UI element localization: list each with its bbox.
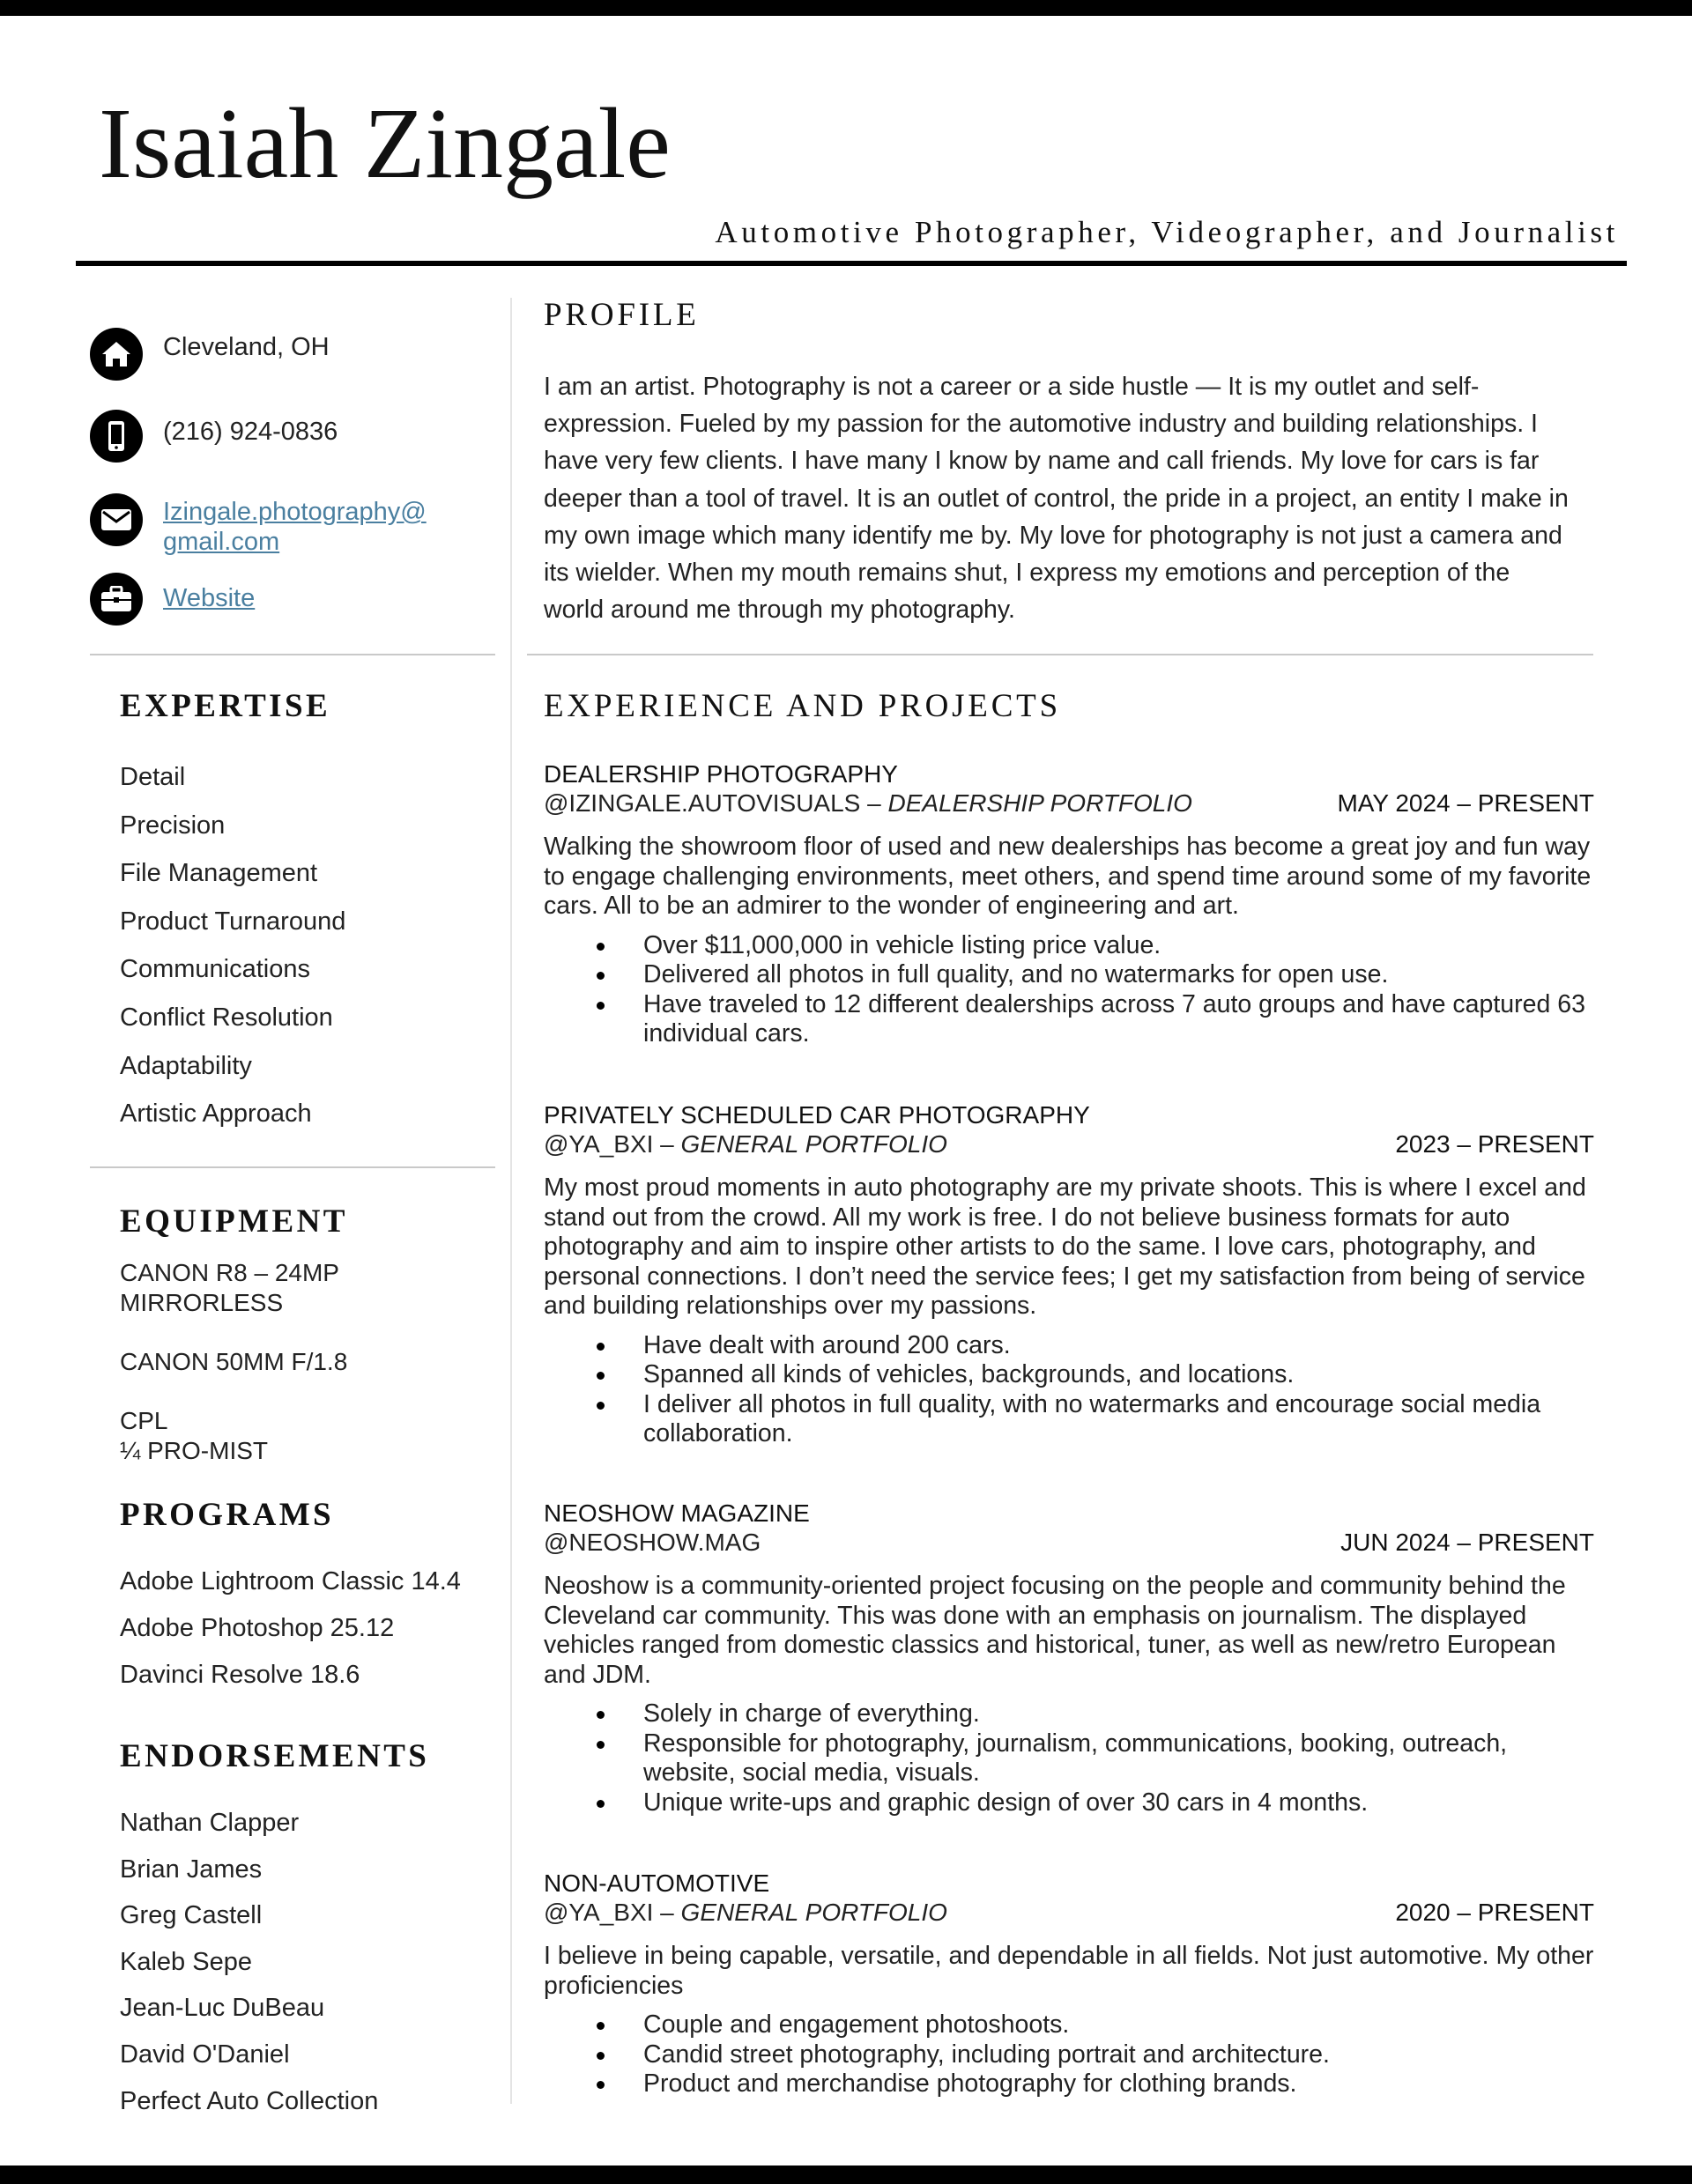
- job-handle: @NEOSHOW.MAG: [544, 1529, 761, 1556]
- job-bullet: Spanned all kinds of vehicles, backgrounds, and locations.: [544, 1360, 1594, 1390]
- endorsements-list: [120, 1809, 378, 2133]
- job-portfolio: GENERAL PORTFOLIO: [680, 1130, 947, 1158]
- job-meta: [544, 788, 1594, 818]
- phone-icon: [90, 410, 143, 463]
- left-contact-divider: [90, 654, 495, 655]
- profile-heading: PROFILE: [544, 297, 700, 333]
- home-icon: [90, 328, 143, 381]
- job-description: My most proud moments in auto photography are my private shoots. This is where I excel and stand out from the crowd. All my work is free. I do not believe business formats for auto photography and aim to inspire other artists to do the same. I love cars, photography, and personal connections. I don’t need the service fees; I get my satisfaction from being of service and building relationships over my passions.: [544, 1173, 1586, 1320]
- equipment-item: CANON R8 – 24MP MIRRORLESS: [120, 1259, 339, 1316]
- program-item: Adobe Lightroom Classic 14.4: [120, 1567, 461, 1595]
- programs-heading: PROGRAMS: [120, 1497, 335, 1533]
- job-portfolio: DEALERSHIP PORTFOLIO: [887, 789, 1192, 817]
- email-link-line1[interactable]: Izingale.photography@: [163, 498, 427, 526]
- job-title: PRIVATELY SCHEDULED CAR PHOTOGRAPHY: [544, 1101, 1090, 1129]
- email-icon: [90, 493, 143, 546]
- job-bullet: Delivered all photos in full quality, and no watermarks for open use.: [544, 960, 1594, 990]
- profile-divider: [527, 654, 1593, 655]
- endorsements-heading: ENDORSEMENTS: [120, 1738, 430, 1774]
- job-bullet: I deliver all photos in full quality, with no watermarks and encourage social media collaboration.: [544, 1390, 1594, 1449]
- endorsement-item: David O'Daniel: [120, 2040, 290, 2069]
- expertise-item: Product Turnaround: [120, 907, 346, 936]
- job-dates: MAY 2024 – PRESENT: [1337, 789, 1594, 817]
- column-divider: [510, 298, 512, 2104]
- job-bullet: Unique write-ups and graphic design of over 30 cars in 4 months.: [544, 1788, 1594, 1818]
- job-bullets: [544, 1331, 1594, 1449]
- expertise-item: Artistic Approach: [120, 1099, 312, 1129]
- header-divider: [76, 261, 1627, 266]
- programs-list: [120, 1567, 461, 1707]
- job-title: NEOSHOW MAGAZINE: [544, 1499, 810, 1527]
- job-entry: [544, 759, 1594, 1049]
- job-bullet: Over $11,000,000 in vehicle listing price value.: [544, 931, 1594, 961]
- endorsement-item: Nathan Clapper: [120, 1809, 300, 1837]
- expertise-item: File Management: [120, 859, 318, 888]
- expertise-item: Adaptability: [120, 1051, 252, 1080]
- profile-text: I am an artist. Photography is not a career or a side hustle — It is my outlet and self-expression. Fueled by my passion for the automotive industry and building relationships. I have very few clients. I have many I know by name and call friends. My love for cars is far deeper than a tool of travel. It is an outlet of control, the pride in a project, an entity I make in my own image which many identify me by. My love for photography is not just a camera and its wielder. When my mouth remains shut, I express my emotions and perception of the world around me through my photography.: [544, 373, 1569, 625]
- job-bullet: Couple and engagement photoshoots.: [544, 2010, 1594, 2040]
- bottom-border-bar: [0, 2165, 1692, 2184]
- endorsement-item: Perfect Auto Collection: [120, 2086, 379, 2115]
- briefcase-icon: [90, 573, 143, 626]
- website-link[interactable]: Website: [163, 584, 256, 612]
- job-description: I believe in being capable, versatile, and dependable in all fields. Not just automotive. My other proficiencies: [544, 1942, 1594, 2000]
- job-handle: @YA_BXI –: [544, 1130, 674, 1158]
- job-bullets: [544, 931, 1594, 1049]
- job-bullet: Product and merchandise photography for clothing brands.: [544, 2069, 1594, 2099]
- job-bullet: Have traveled to 12 different dealerships across 7 auto groups and have captured 63 individual cars.: [544, 990, 1594, 1049]
- location-text: Cleveland, OH: [163, 333, 330, 361]
- expertise-list: [120, 763, 345, 1148]
- top-border-bar: [0, 0, 1692, 16]
- job-meta: [544, 1129, 1594, 1159]
- job-dates: JUN 2024 – PRESENT: [1340, 1529, 1594, 1556]
- job-dates: 2023 – PRESENT: [1395, 1130, 1594, 1158]
- job-entry: [544, 1499, 1594, 1818]
- endorsement-item: Greg Castell: [120, 1901, 263, 1930]
- job-meta: [544, 1898, 1594, 1928]
- endorsement-item: Kaleb Sepe: [120, 1947, 252, 1976]
- expertise-item: Detail: [120, 763, 186, 791]
- job-handle: @IZINGALE.AUTOVISUALS –: [544, 789, 881, 817]
- job-meta: [544, 1528, 1594, 1558]
- email-link-line2[interactable]: gmail.com: [163, 528, 280, 556]
- candidate-name: Isaiah Zingale: [99, 87, 671, 199]
- job-bullet: Candid street photography, including portrait and architecture.: [544, 2040, 1594, 2070]
- expertise-item: Conflict Resolution: [120, 1003, 333, 1032]
- endorsement-item: Jean-Luc DuBeau: [120, 1994, 325, 2023]
- program-item: Adobe Photoshop 25.12: [120, 1614, 395, 1642]
- expertise-item: Communications: [120, 955, 310, 984]
- job-bullets: [544, 2010, 1594, 2099]
- program-item: Davinci Resolve 18.6: [120, 1661, 360, 1689]
- endorsement-item: Brian James: [120, 1855, 263, 1884]
- job-entry: [544, 1869, 1594, 2099]
- job-dates: 2020 – PRESENT: [1395, 1899, 1594, 1926]
- email-link[interactable]: [163, 497, 427, 557]
- job-bullet: Responsible for photography, journalism, communications, booking, outreach, website, social media, visuals.: [544, 1729, 1594, 1788]
- job-portfolio: GENERAL PORTFOLIO: [680, 1899, 947, 1926]
- left-section-divider: [90, 1166, 495, 1168]
- candidate-title: Automotive Photographer, Videographer, and Journalist: [715, 215, 1619, 249]
- equipment-item: CPL ¼ PRO-MIST: [120, 1407, 269, 1464]
- job-handle: @YA_BXI –: [544, 1899, 674, 1926]
- job-title: DEALERSHIP PHOTOGRAPHY: [544, 760, 898, 788]
- expertise-item: Precision: [120, 811, 226, 840]
- expertise-heading: EXPERTISE: [120, 688, 331, 724]
- job-entry: [544, 1100, 1594, 1449]
- job-bullets: [544, 1699, 1594, 1818]
- job-title: NON-AUTOMOTIVE: [544, 1869, 770, 1897]
- equipment-item: CANON 50MM F/1.8: [120, 1348, 348, 1375]
- equipment-heading: EQUIPMENT: [120, 1203, 348, 1240]
- job-bullet: Solely in charge of everything.: [544, 1699, 1594, 1729]
- job-description: Neoshow is a community-oriented project focusing on the people and community behind the Cleveland car community. This was done with an emphasis on journalism. The displayed vehicles ranged from domestic classics and historical, tuner, as well as new/retro European and JDM.: [544, 1572, 1566, 1689]
- job-bullet: Have dealt with around 200 cars.: [544, 1331, 1594, 1361]
- phone-text: (216) 924-0836: [163, 418, 338, 446]
- job-description: Walking the showroom floor of used and new dealerships has become a great joy and fun way to engage challenging environments, meet others, and spend time around some of my favorite cars. All to be an admirer to the wonder of engineering and art.: [544, 833, 1592, 920]
- experience-heading: EXPERIENCE AND PROJECTS: [544, 688, 1061, 724]
